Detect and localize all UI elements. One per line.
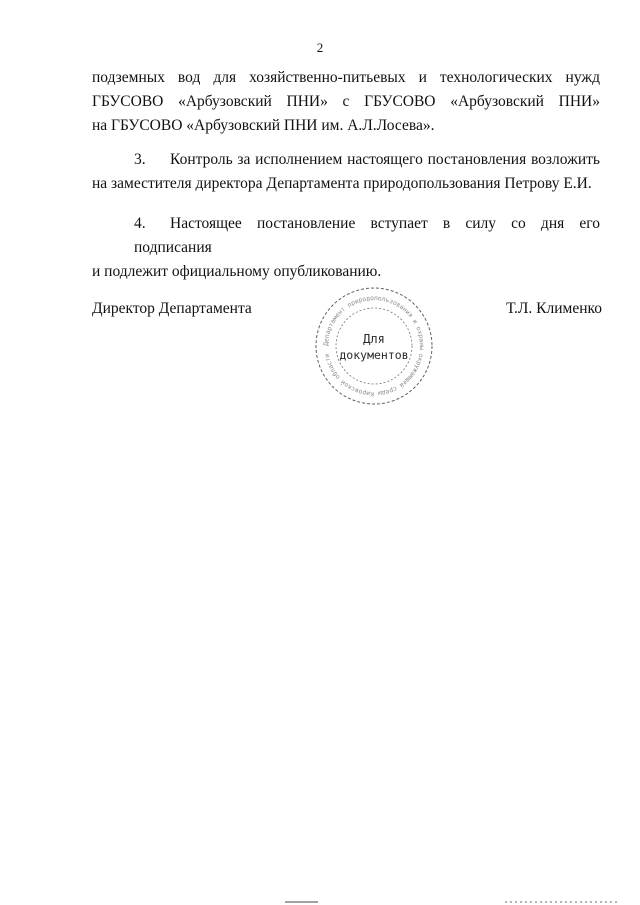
page-number: 2 (316, 40, 324, 55)
paragraph-line: Контроль за исполнением настоящего постановления возложить (170, 151, 600, 168)
paragraph-line: подземных вод для хозяйственно-питьевых и технологических нужд (92, 69, 600, 86)
stamp-center-line-1: Для (363, 332, 385, 346)
stamp-ring-text: Департамент природопользования и охраны окружающей среды Кировской области (322, 294, 426, 398)
stamp-center-line-2: документов (339, 348, 409, 362)
paragraph-line: и подлежит официальному опубликованию. (92, 263, 382, 280)
signatory-position: Директор Департамента (92, 300, 252, 317)
paragraph-first-line (92, 148, 600, 172)
paragraph-line: ГБУСОВО «Арбузовский ПНИ» с ГБУСОВО «Арбузовский ПНИ» (92, 93, 600, 110)
paragraph-first-line (92, 212, 600, 260)
paragraph-line: Настоящее постановление вступает в силу со дня его подписания (134, 215, 600, 256)
item-3-paragraph (92, 148, 600, 196)
paragraph-line: на заместителя директора Департамента природопользования Петрову Е.И. (92, 175, 592, 192)
signatory-name: Т.Л. Клименко (506, 300, 602, 317)
continuation-paragraph (92, 66, 600, 138)
footer-scan-marks (0, 896, 640, 905)
stamp-seal-icon (312, 284, 436, 408)
paragraph-line: на ГБУСОВО «Арбузовский ПНИ им. А.Л.Лосева». (92, 117, 435, 134)
item-number: 3. (134, 151, 146, 168)
official-stamp (312, 284, 436, 408)
item-4-paragraph (92, 212, 600, 284)
item-number: 4. (134, 215, 146, 232)
